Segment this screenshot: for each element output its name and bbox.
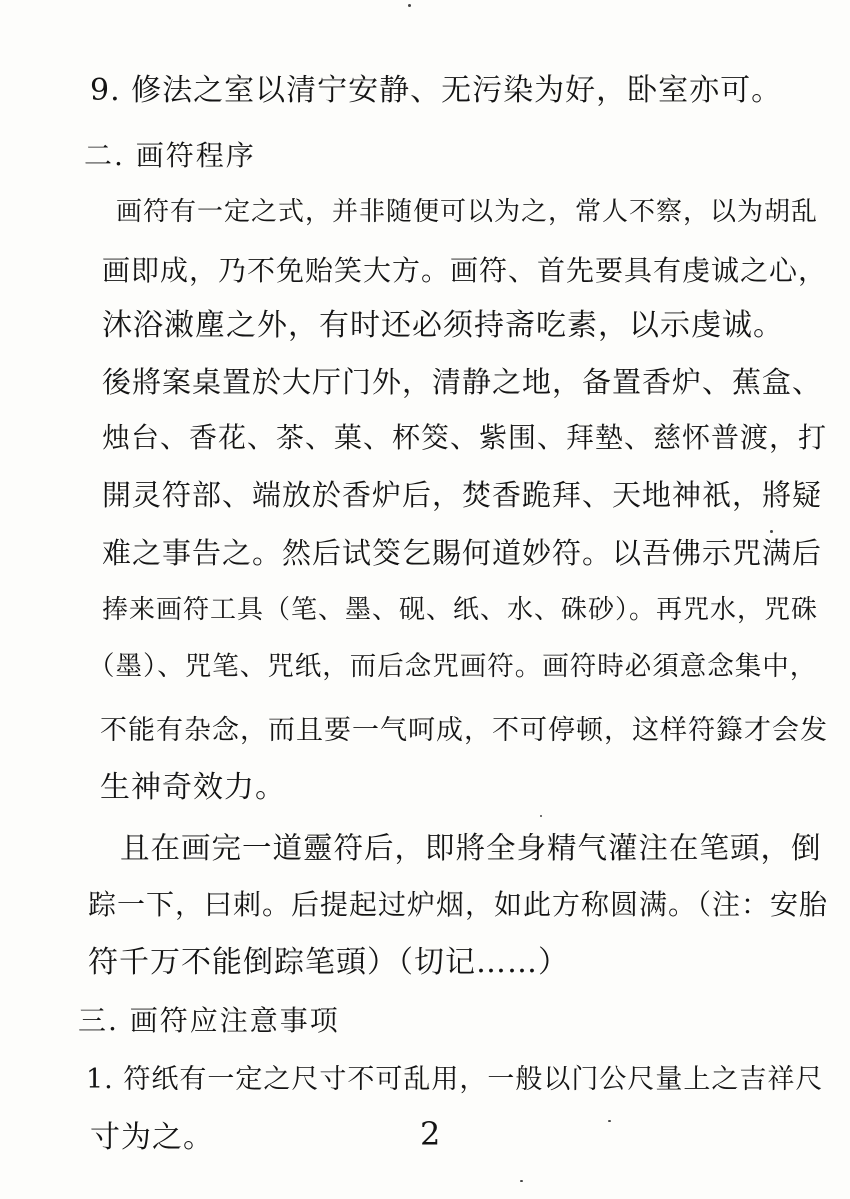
text-line: 烛台、香花、茶、菓、杯筊、紫围、拜墊、慈怀普渡，打 xyxy=(102,421,828,454)
text-line-item-9: 9. 修法之室以清宁安静、无污染为好，卧室亦可。 xyxy=(90,73,783,108)
text-line: 捧来画符工具（笔、墨、砚、纸、水、硃砂）。再咒水，咒硃 xyxy=(102,595,819,625)
text-line: 画符有一定之式，并非随便可以为之，常人不察，以为胡乱 xyxy=(116,197,819,227)
text-line-item-1: 1. 符纸有一定之尺寸不可乱用，一般以门公尺量上之吉祥尺 xyxy=(86,1064,824,1095)
scan-speck xyxy=(408,4,411,7)
text-line: 後將案桌置於大厅门外，清静之地，备置香炉、蕉盒、 xyxy=(102,365,823,399)
scan-speck xyxy=(520,1180,523,1182)
text-line: 寸为之。 xyxy=(90,1120,214,1155)
text-line: 画即成，乃不免贻笑大方。画符、首先要具有虔诚之心， xyxy=(102,254,828,287)
text-line: 且在画完一道靈符后，即將全身精气灌注在笔頭，倒 xyxy=(120,831,822,865)
scan-speck xyxy=(608,1120,611,1122)
text-line: 開灵符部、端放於香炉后，焚香跪拜、天地神祇，將疑 xyxy=(102,478,823,512)
text-line: 符千万不能倒踪笔頭）（切记……） xyxy=(88,945,569,980)
text-line: 踪一下，曰刺。后提起过炉烟，如此方称圆满。（注：安胎 xyxy=(88,888,829,921)
text-line: 不能有杂念，而且要一气呵成，不可停顿，这样符籙才会发 xyxy=(100,715,828,746)
scan-speck xyxy=(770,530,773,533)
section-heading-2: 二. 画符程序 xyxy=(84,139,256,172)
text-line: 沐浴潄塵之外，有时还必须持斋吃素，以示虔诚。 xyxy=(102,308,784,343)
page-number: 2 xyxy=(420,1115,441,1153)
scan-speck xyxy=(540,815,542,817)
section-heading-3: 三. 画符应注意事项 xyxy=(78,1004,340,1037)
text-line: 生神奇效力。 xyxy=(100,770,286,805)
text-line: （墨）、咒笔、咒纸，而后念咒画符。画符時必須意念集中， xyxy=(88,651,818,682)
text-line: 难之事告之。然后试筊乞賜何道妙符。以吾佛示咒满后 xyxy=(102,536,823,570)
